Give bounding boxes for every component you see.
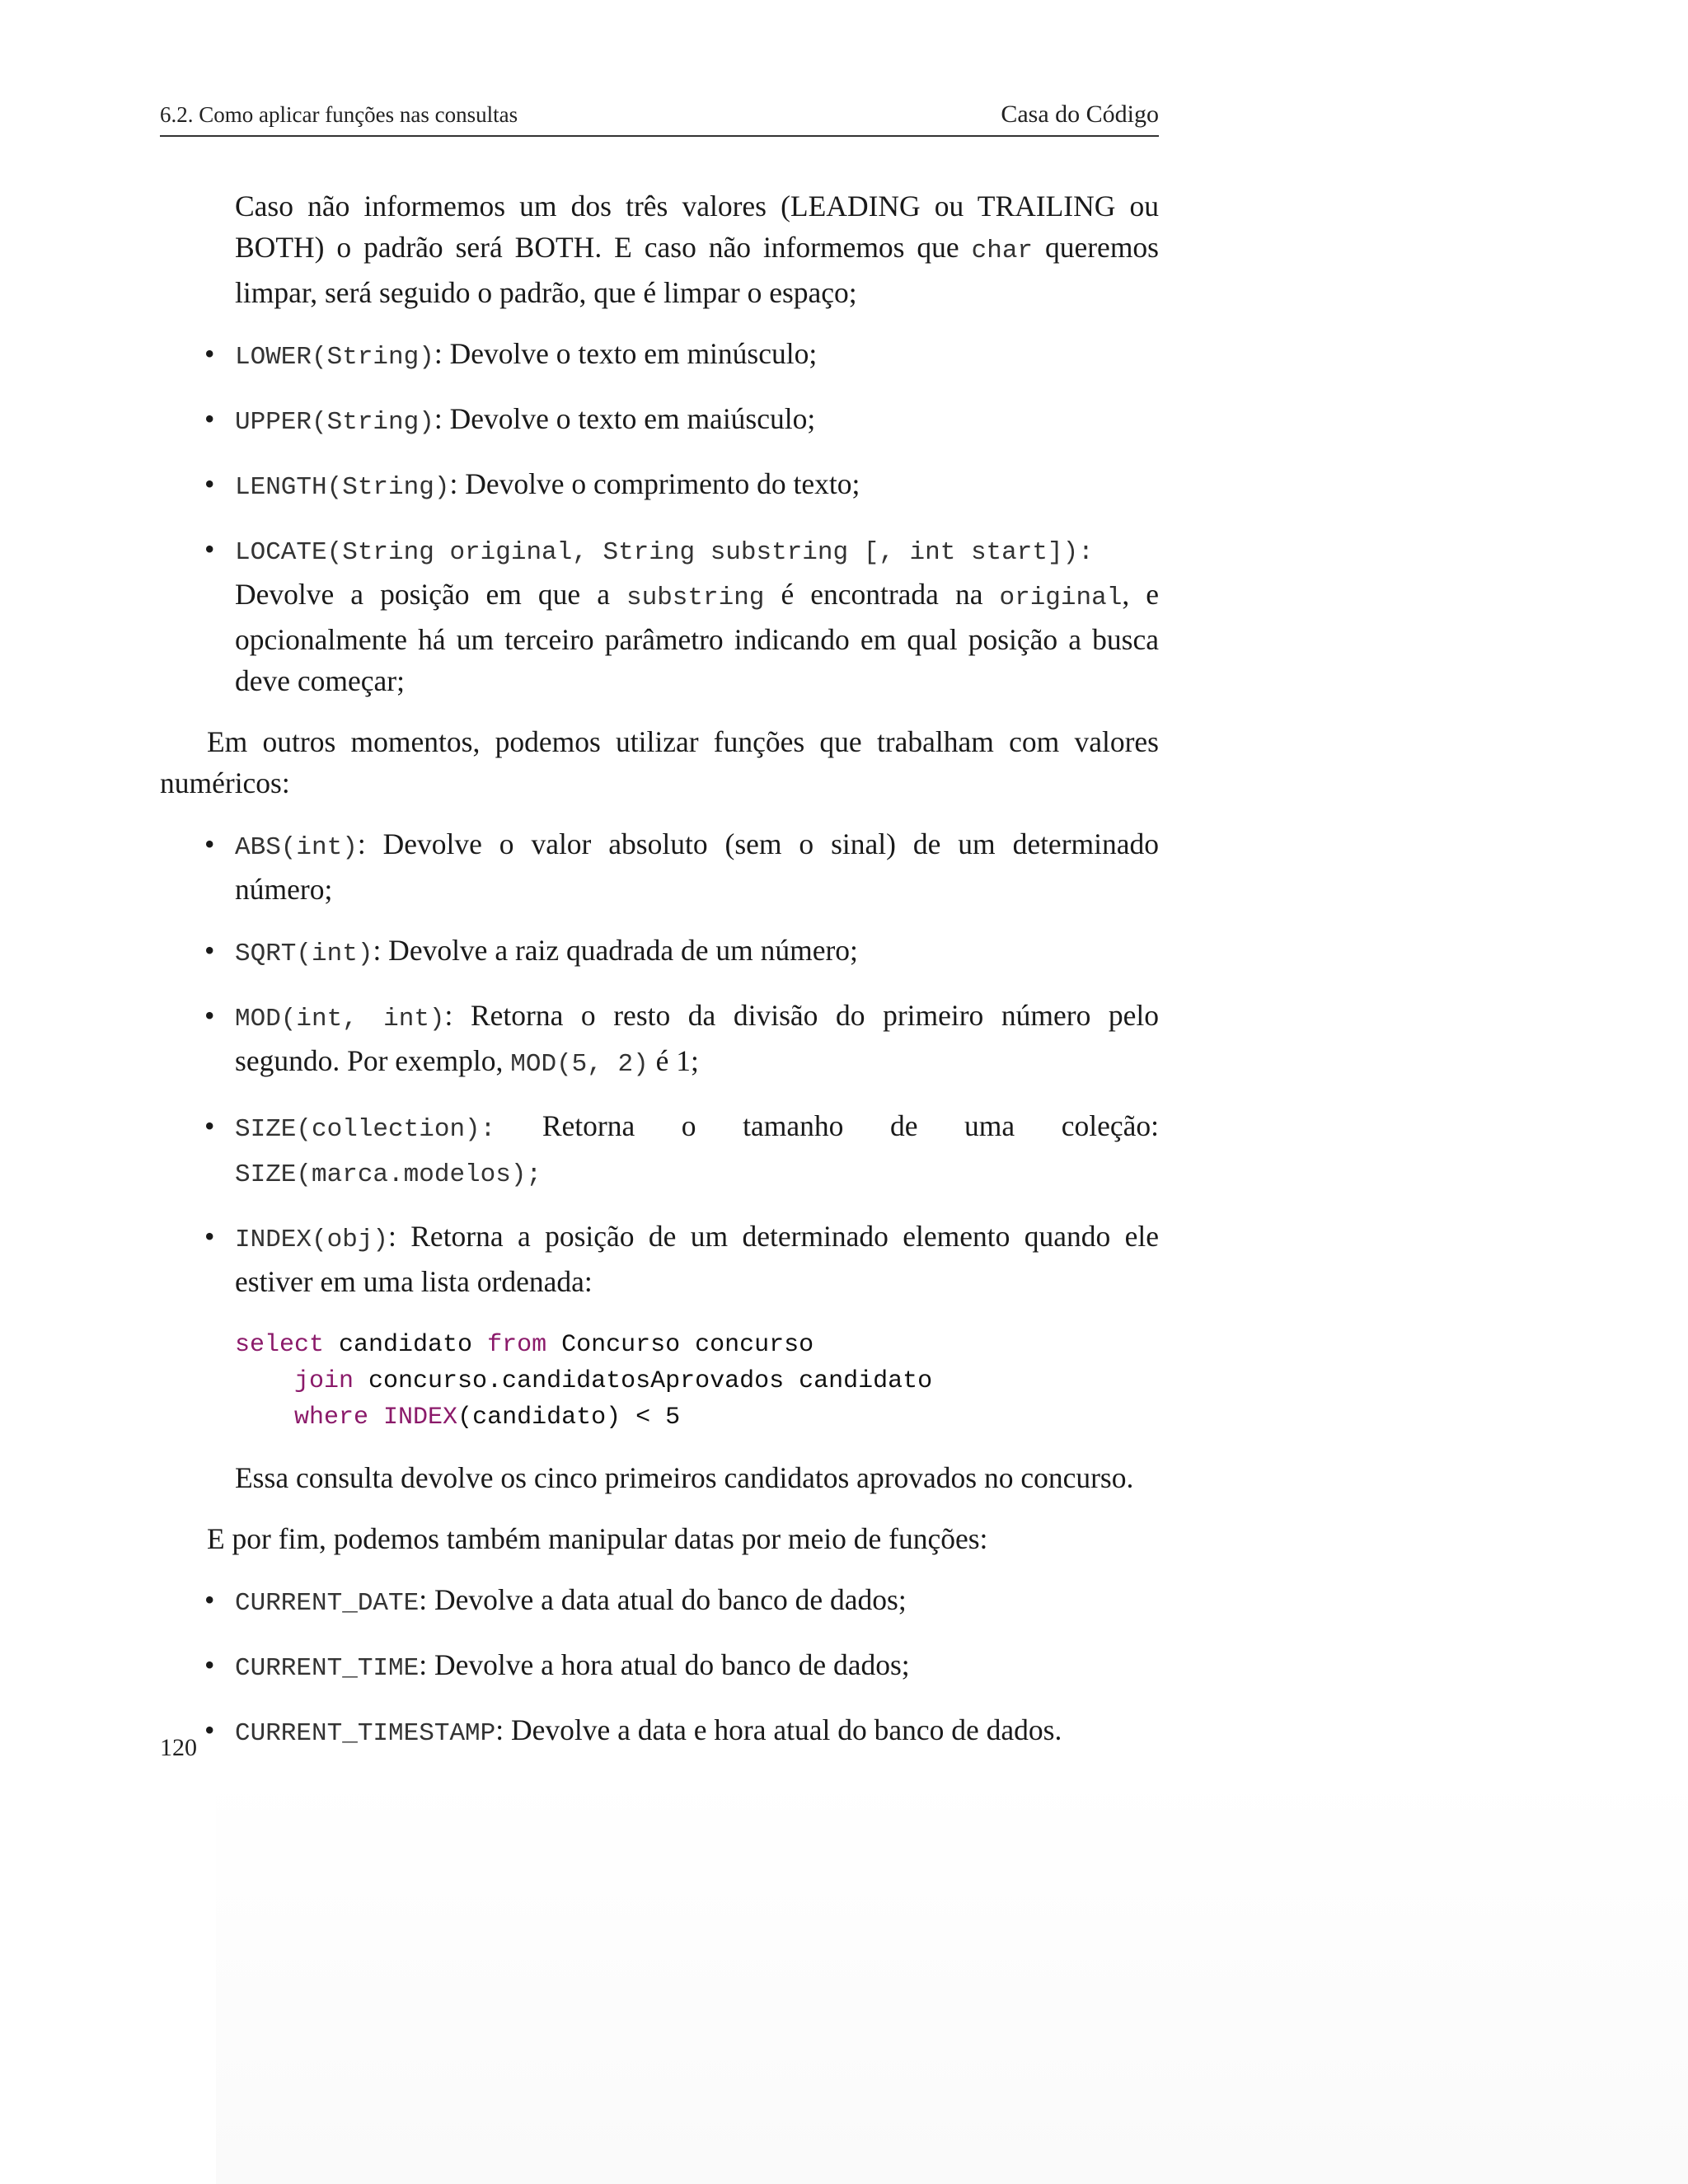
bullet-icon: •: [204, 934, 215, 967]
code-text: Concurso concurso: [546, 1331, 814, 1359]
function-description: : Devolve o valor absoluto (sem o sinal) de um determinado número;: [235, 827, 1159, 906]
bullet-icon: •: [204, 1648, 215, 1681]
function-code: CURRENT_DATE: [235, 1589, 420, 1618]
function-description: Devolve a posição em que a: [235, 578, 626, 611]
function-code: UPPER(String): [235, 408, 434, 437]
code-keyword: where: [294, 1404, 369, 1432]
body-text: queremos limpar, será seguido o padrão, que é limpar o espaço;: [235, 231, 1159, 309]
code-indent: [235, 1367, 294, 1395]
function-description: : Devolve a data e hora atual do banco de dados.: [495, 1713, 1062, 1746]
function-code: CURRENT_TIMESTAMP: [235, 1719, 496, 1748]
body-text: Caso não informemos um dos três valores (LEADING ou TRAILING ou BOTH) o padrão será BOTH. E caso não informemos que: [235, 190, 1159, 264]
numeric-functions-intro: Em outros momentos, podemos utilizar funções que trabalham com valores numéricos:: [160, 725, 1159, 799]
code-block: [235, 1327, 1159, 1436]
function-code: LOWER(String): [235, 343, 434, 372]
inline-code: original: [999, 583, 1123, 612]
bullet-icon: •: [204, 1713, 215, 1746]
function-description: , e opcionalmente há um terceiro parâmetro indicando em qual posição a busca deve começar;: [235, 578, 1159, 697]
function-description: : Retorna o resto da divisão do primeiro número pelo segundo. Por exemplo,: [235, 999, 1160, 1077]
bullet-icon: •: [204, 1109, 215, 1142]
function-description: : Devolve a raiz quadrada de um número;: [373, 934, 858, 967]
function-code: INDEX(obj): [235, 1226, 389, 1254]
list-item: [160, 823, 1159, 910]
function-code: SQRT(int): [235, 940, 373, 968]
list-item: [160, 333, 1159, 378]
list-item: [160, 1579, 1159, 1624]
page-number: 120: [160, 1734, 197, 1761]
function-description: é 1;: [648, 1044, 699, 1077]
page-shadow: [216, 1772, 1688, 2184]
book-title: Casa do Código: [1001, 101, 1159, 128]
code-text: (candidato) < 5: [457, 1404, 681, 1432]
list-item: [160, 1216, 1159, 1302]
function-code: MOD(int, int): [235, 1005, 445, 1033]
list-item: [160, 528, 1159, 701]
bullet-icon: •: [204, 532, 215, 565]
function-code: LOCATE(String original, String substring [, int start]):: [235, 538, 1094, 567]
function-description: : Devolve a hora atual do banco de dados;: [419, 1648, 910, 1681]
code-text: candidato: [324, 1331, 488, 1359]
function-description: : Devolve o comprimento do texto;: [449, 467, 860, 500]
bullet-icon: •: [204, 827, 215, 860]
code-indent: [235, 1404, 294, 1432]
bullet-icon: •: [204, 467, 215, 500]
function-description: Retorna o tamanho de uma coleção:: [495, 1109, 1159, 1142]
list-item: [160, 398, 1159, 443]
section-title: 6.2. Como aplicar funções nas consultas: [160, 102, 518, 127]
bullet-icon: •: [204, 1583, 215, 1616]
code-space: [368, 1404, 383, 1432]
function-code: CURRENT_TIME: [235, 1654, 420, 1683]
code-explanation: Essa consulta devolve os cinco primeiros candidatos aprovados no concurso.: [235, 1461, 1134, 1494]
code-keyword: from: [487, 1331, 547, 1359]
list-item: [160, 1105, 1159, 1196]
code-keyword: select: [235, 1331, 325, 1359]
list-item: [160, 930, 1159, 975]
function-description: : Devolve a data atual do banco de dados;: [419, 1583, 907, 1616]
function-description: : Devolve o texto em minúsculo;: [434, 337, 818, 370]
function-code: ABS(int): [235, 833, 358, 862]
inline-code: char: [971, 237, 1034, 265]
function-description: : Retorna a posição de um determinado elemento quando ele estiver em uma lista ordenada:: [235, 1220, 1159, 1298]
inline-code: SIZE(marca.modelos);: [235, 1160, 542, 1189]
code-keyword: join: [294, 1367, 354, 1395]
bullet-icon: •: [204, 402, 215, 435]
function-description: é encontrada na: [764, 578, 1000, 611]
trim-description-continuation: [235, 185, 1159, 313]
running-header: [160, 99, 1159, 137]
page-body: [160, 185, 1159, 1755]
function-code: SIZE(collection):: [235, 1115, 496, 1144]
string-function-list: [160, 333, 1159, 701]
code-keyword: INDEX: [383, 1404, 458, 1432]
inline-code: substring: [626, 583, 765, 612]
list-item: [160, 1644, 1159, 1690]
inline-code: MOD(5, 2): [510, 1050, 649, 1079]
list-item: [160, 995, 1159, 1085]
function-code: LENGTH(String): [235, 473, 450, 502]
list-item: [160, 463, 1159, 509]
list-item: [160, 1709, 1159, 1755]
code-text: concurso.candidatosAprovados candidato: [354, 1367, 933, 1395]
bullet-icon: •: [204, 337, 215, 370]
date-function-list: [160, 1579, 1159, 1755]
bullet-icon: •: [204, 1220, 215, 1253]
numeric-function-list: [160, 823, 1159, 1302]
date-functions-intro: E por fim, podemos também manipular datas por meio de funções:: [207, 1522, 988, 1555]
bullet-icon: •: [204, 999, 215, 1032]
function-description: : Devolve o texto em maiúsculo;: [434, 402, 816, 435]
